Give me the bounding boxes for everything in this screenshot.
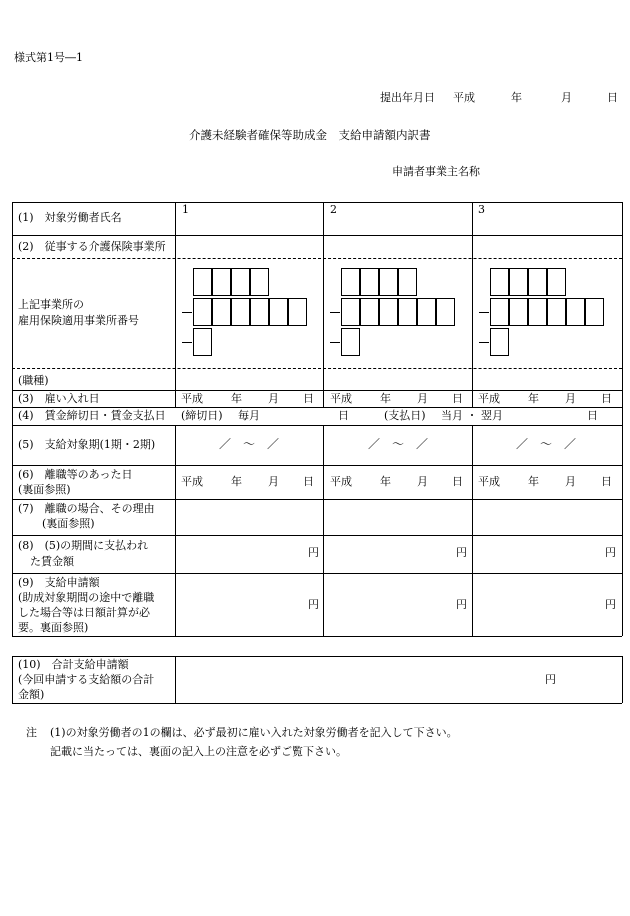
wages-yen-1: 円 [308, 546, 319, 559]
notes-line-2: 記載に当たっては、裏面の記入上の注意を必ずご覧下さい。 [50, 745, 347, 758]
row-label-period: (5) 支給対象期(1期・2期) [18, 438, 156, 451]
date-year: 年 [528, 475, 539, 488]
total-label-2: (今回申請する支給額の合計 [18, 673, 155, 686]
submit-date-month: 月 [561, 91, 572, 104]
row-label-separation-reason-1: (7) 離職の場合、その理由 [18, 502, 155, 515]
row-label-application-2: (助成対象期間の途中で離職 [18, 591, 155, 604]
row-label-hire-date: (3) 雇い入れ日 [18, 392, 100, 405]
row-label-wages-paid-2: た賃金額 [30, 555, 74, 568]
submit-date-year: 年 [511, 91, 522, 104]
column-number-2: 2 [330, 203, 337, 216]
row-label-separation-reason-2: (裏面参照) [42, 517, 95, 530]
row-label-wage-dates: (4) 賃金締切日・賃金支払日 [18, 409, 166, 422]
date-day: 日 [601, 392, 612, 405]
row-label-care-office: (2) 従事する介護保険事業所 [18, 240, 166, 253]
submit-date-day: 日 [607, 91, 618, 104]
date-era: 平成 [478, 392, 500, 405]
date-era: 平成 [330, 392, 352, 405]
total-label-3: 金額) [18, 688, 45, 701]
row-label-application-3: した場合等は日額計算が必 [18, 606, 150, 619]
pay-options: 当月 ・ 翌月 [441, 409, 503, 422]
row-label-worker-name: (1) 対象労働者氏名 [18, 211, 122, 224]
date-era: 平成 [478, 475, 500, 488]
date-month: 月 [268, 475, 279, 488]
cutoff-label: (締切日) [181, 409, 223, 422]
date-month: 月 [417, 392, 428, 405]
date-month: 月 [565, 475, 576, 488]
period-cell-3[interactable]: ／ ～ ／ [516, 437, 577, 451]
row-label-job-type: (職種) [18, 374, 49, 387]
form-number: 様式第1号―1 [14, 51, 83, 64]
document-title: 介護未経験者確保等助成金 支給申請額内訳書 [189, 128, 431, 142]
pay-label: (支払日) [384, 409, 426, 422]
date-day: 日 [303, 475, 314, 488]
date-year: 年 [380, 392, 391, 405]
column-number-3: 3 [478, 203, 485, 216]
date-day: 日 [303, 392, 314, 405]
notes-label: 注 [26, 726, 37, 739]
date-month: 月 [565, 392, 576, 405]
application-yen-1: 円 [308, 598, 319, 611]
submit-date-era: 平成 [453, 91, 475, 104]
row-label-application-4: 要。裏面参照) [18, 621, 89, 634]
cutoff-day-label: 日 [338, 409, 349, 422]
application-yen-2: 円 [456, 598, 467, 611]
date-day: 日 [452, 475, 463, 488]
date-day: 日 [601, 475, 612, 488]
application-yen-3: 円 [605, 598, 616, 611]
date-year: 年 [231, 475, 242, 488]
applicant-label: 申請者事業主名称 [392, 165, 480, 178]
pay-day-label: 日 [587, 409, 598, 422]
row-label-office-number-1: 上記事業所の [18, 298, 84, 311]
date-era: 平成 [330, 475, 352, 488]
wages-yen-3: 円 [605, 546, 616, 559]
row-label-application-1: (9) 支給申請額 [18, 576, 100, 589]
row-label-office-number-2: 雇用保険適用事業所番号 [18, 314, 139, 327]
date-year: 年 [380, 475, 391, 488]
date-month: 月 [417, 475, 428, 488]
date-year: 年 [528, 392, 539, 405]
row-label-wages-paid-1: (8) (5)の期間に支払われ [18, 539, 149, 552]
total-label-1: (10) 合計支給申請額 [18, 658, 129, 671]
notes-line-1: (1)の対象労働者の1の欄は、必ず最初に雇い入れた対象労働者を記入して下さい。 [50, 726, 458, 739]
row-label-separation-date-1: (6) 離職等のあった日 [18, 468, 133, 481]
row-label-separation-date-2: (裏面参照) [18, 483, 71, 496]
column-number-1: 1 [182, 203, 189, 216]
every-month-label: 毎月 [238, 409, 260, 422]
submit-date-label: 提出年月日 [380, 91, 435, 104]
date-era: 平成 [181, 475, 203, 488]
period-cell-1[interactable]: ／ ～ ／ [219, 437, 280, 451]
total-yen: 円 [545, 673, 556, 686]
date-year: 年 [231, 392, 242, 405]
period-cell-2[interactable]: ／ ～ ／ [368, 437, 429, 451]
date-era: 平成 [181, 392, 203, 405]
date-day: 日 [452, 392, 463, 405]
date-month: 月 [268, 392, 279, 405]
wages-yen-2: 円 [456, 546, 467, 559]
